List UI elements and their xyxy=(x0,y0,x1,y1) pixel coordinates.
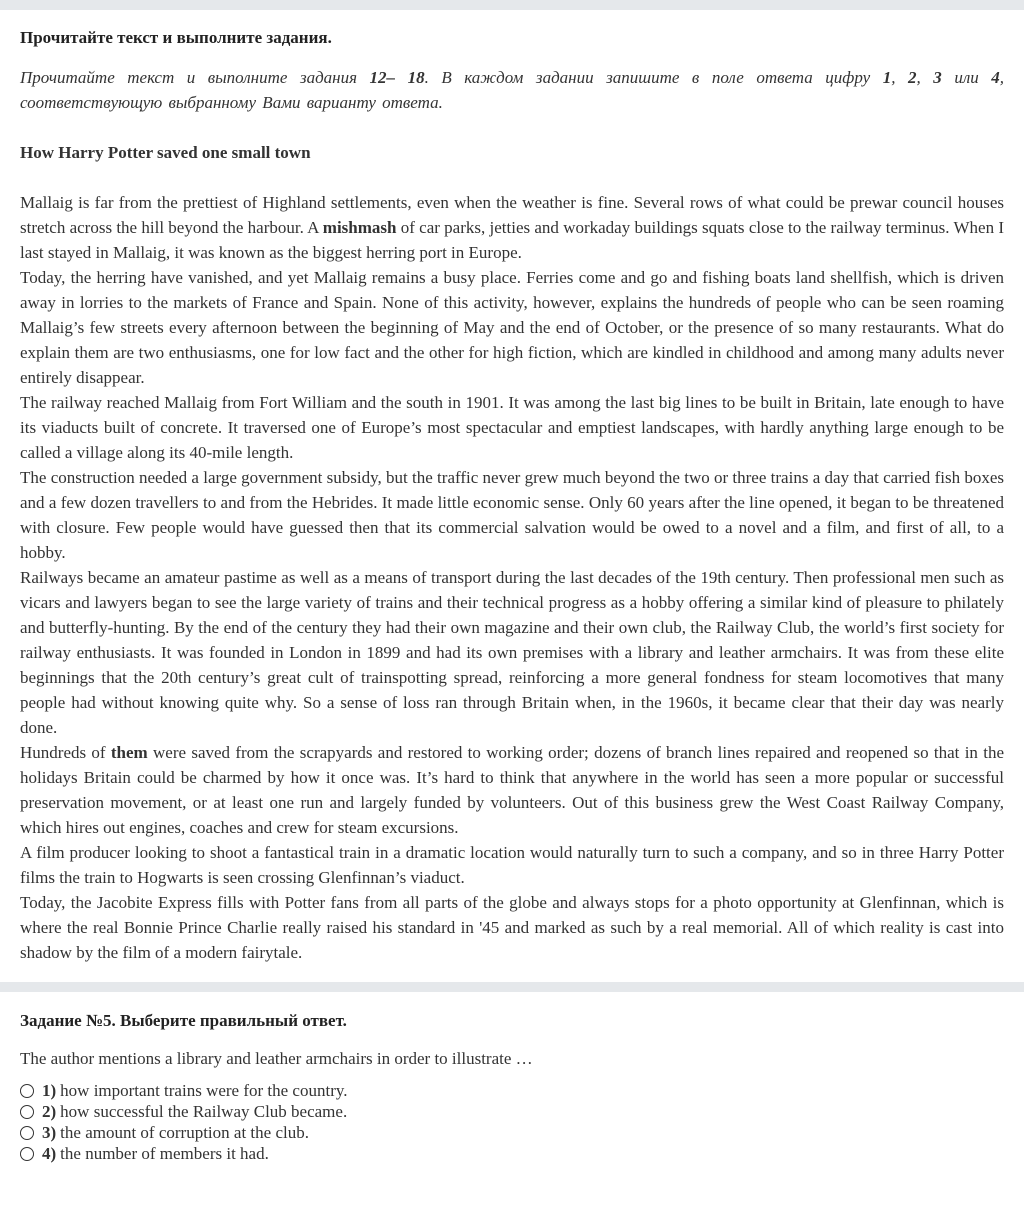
radio-button[interactable] xyxy=(20,1147,34,1161)
top-divider xyxy=(0,0,1024,10)
answer-option-3[interactable] xyxy=(20,1122,1004,1143)
article-paragraph-5: Railways became an amateur pastime as well as a means of transport during the last decades of the 19th century. Then professional men such as vicars and lawyers began to see the large variety of trains and their technical progress as a hobby offering a similar kind of pleasure to philately and butterfly-hunting. By the end of the century they had their own magazine and their own club, the Railway Club, the world’s first society for railway enthusiasts. It was founded in London in 1899 and had its own premises with a library and leather armchairs. It was from these elite beginnings that the 20th century’s great cult of trainspotting spread, reinforcing a more general fondness for steam locomotives that many people had without knowing quite why. So a sense of loss ran through Britain when, in the 1960s, it became clear that their day was nearly done. xyxy=(20,568,1004,737)
radio-button[interactable] xyxy=(20,1126,34,1140)
article-title: How Harry Potter saved one small town xyxy=(20,143,311,162)
article-paragraph-3: The railway reached Mallaig from Fort William and the south in 1901. It was among the last big lines to be built in Britain, late enough to have its viaducts built of concrete. It traversed one of Europe’s most spectacular and emptiest landscapes, with hardly anything large enough to be called a village along its 40-mile length. xyxy=(20,393,1004,462)
instruction-part: или xyxy=(941,68,992,87)
answer-option-1[interactable] xyxy=(20,1080,1004,1101)
reading-section xyxy=(0,10,1024,965)
answer-options xyxy=(20,1080,1004,1164)
instruction-digit: 4 xyxy=(991,68,1000,87)
highlighted-word: them xyxy=(110,743,148,762)
article-paragraph-1 xyxy=(20,190,1004,265)
article-paragraph-7: A film producer looking to shoot a fantastical train in a dramatic location would naturally turn to such a company, and so in three Harry Potter films the train to Hogwarts is seen crossing Glenfinnan’s viaduct. xyxy=(20,843,1004,887)
instruction-part: . В каждом задании запишите в поле ответа цифру xyxy=(424,68,883,87)
paragraph-text: Mallaig is far from the prettiest of Highland settlements, even when the weather is fine. Several rows of what could be prewar council houses stretch across the hill beyond the harbour. A xyxy=(20,193,1004,237)
article-paragraph-8: Today, the Jacobite Express fills with Potter fans from all parts of the globe and always stops for a photo opportunity at Glenfinnan, which is where the real Bonnie Prince Charlie really raised his standard in '45 and marked as such by a real memorial. All of which reality is cast into shadow by the film of a modern fairytale. xyxy=(20,893,1004,962)
paragraph-text: Hundreds of xyxy=(20,743,111,762)
task-section xyxy=(0,992,1024,1164)
section-divider xyxy=(0,982,1024,992)
option-text: how successful the Railway Club became. xyxy=(60,1102,348,1121)
article-body xyxy=(20,190,1004,965)
question-text: The author mentions a library and leather armchairs in order to illustrate … xyxy=(20,1049,533,1068)
instruction-digit: 1 xyxy=(882,68,892,87)
task-title: Задание №5. Выберите правильный ответ. xyxy=(20,1011,347,1030)
option-text: the number of members it had. xyxy=(60,1144,269,1163)
answer-option-4[interactable] xyxy=(20,1143,1004,1164)
instruction-digit: 3 xyxy=(933,68,942,87)
paragraph-text: of car parks, jetties and workaday buildings squats close to the railway terminus. When I last stayed in Mallaig, it was known as the biggest herring port in Europe. xyxy=(20,218,1005,262)
article-paragraph-4: The construction needed a large government subsidy, but the traffic never grew much beyond the two or three trains a day that carried fish boxes and a few dozen travellers to and from the Hebrides. It made little economic sense. Only 60 years after the line opened, it began to be threatened with closure. Few people would have guessed then that its commercial salvation would be owed to a novel and a film, and first of all, to a hobby. xyxy=(20,468,1004,562)
option-number: 1) xyxy=(42,1081,57,1100)
radio-button[interactable] xyxy=(20,1084,34,1098)
instruction-part: Прочитайте текст и выполните задания xyxy=(20,68,370,87)
paragraph-text: were saved from the scrapyards and restored to working order; dozens of branch lines repaired and reopened so that in the holidays Britain could be charmed by how it once was. It’s hard to think that anywhere in the world has seen a more popular or successful preservation movement, or at least one run and largely funded by volunteers. Out of this business grew the West Coast Railway Company, which hires out engines, coaches and crew for steam excursions. xyxy=(20,743,1004,837)
option-number: 3) xyxy=(42,1123,57,1142)
article-paragraph-2: Today, the herring have vanished, and yet Mallaig remains a busy place. Ferries come and go and fishing boats land shellfish, which is driven away in lorries to the markets of France and Spain. None of this activity, however, explains the hundreds of people who can be seen roaming Mallaig’s few streets every afternoon between the beginning of May and the end of October, or the presence of so many restaurants. What do explain them are two enthusiasms, one for low fact and the other for high fiction, which are kindled in childhood and among many adults never entirely disappear. xyxy=(20,268,1004,387)
option-text: the amount of corruption at the club. xyxy=(60,1123,309,1142)
task-header: Прочитайте текст и выполните задания. xyxy=(20,28,332,47)
article-paragraph-6 xyxy=(20,740,1004,840)
instruction-digit: 2 xyxy=(908,68,917,87)
answer-option-2[interactable] xyxy=(20,1101,1004,1122)
option-number: 4) xyxy=(42,1144,57,1163)
instruction-text xyxy=(20,65,1004,115)
instruction-range: 12– 18 xyxy=(369,68,425,87)
highlighted-word: mishmash xyxy=(322,218,397,237)
option-text: how important trains were for the country. xyxy=(60,1081,348,1100)
instruction-part: , соответствующую выбранному Вами варианту ответа. xyxy=(20,68,1005,112)
option-number: 2) xyxy=(42,1102,57,1121)
radio-button[interactable] xyxy=(20,1105,34,1119)
instruction-sep: , xyxy=(916,68,934,87)
instruction-sep: , xyxy=(891,68,909,87)
